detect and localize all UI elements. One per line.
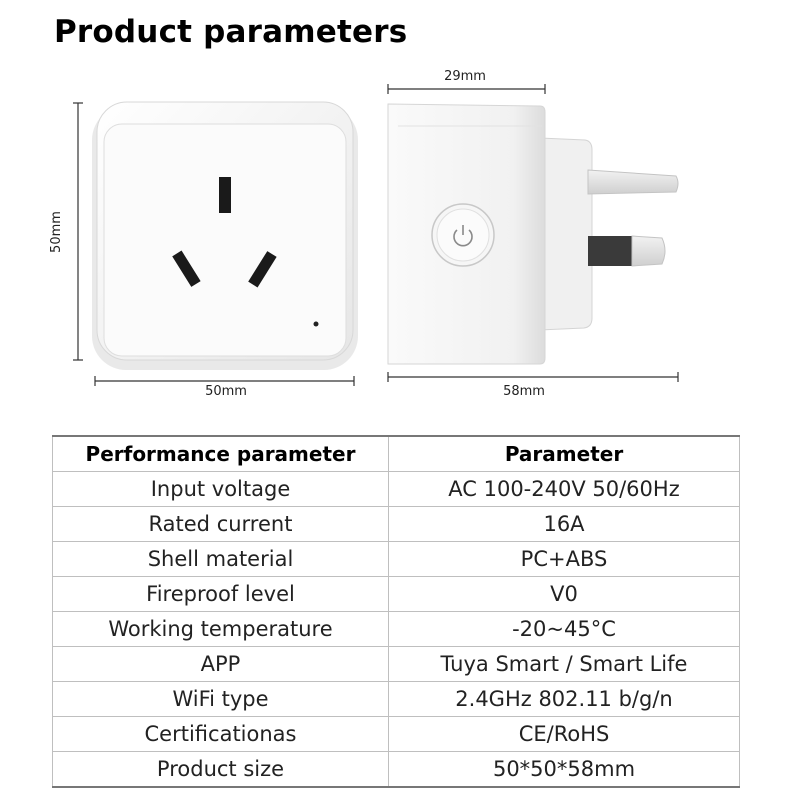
table-row bbox=[53, 577, 740, 612]
row-name: Certificationas bbox=[53, 717, 389, 752]
front-height-dimension bbox=[73, 103, 83, 360]
row-value: V0 bbox=[389, 577, 740, 612]
plug-pin-bottom-tip bbox=[632, 236, 665, 266]
side-view-plug bbox=[388, 104, 678, 364]
column-header-performance-parameter: Performance parameter bbox=[53, 436, 389, 472]
row-name: Input voltage bbox=[53, 472, 389, 507]
table-row bbox=[53, 472, 740, 507]
front-width-label: 50mm bbox=[205, 384, 247, 399]
row-value: Tuya Smart / Smart Life bbox=[389, 647, 740, 682]
table-row bbox=[53, 612, 740, 647]
row-value: 2.4GHz 802.11 b/g/n bbox=[389, 682, 740, 717]
table-row bbox=[53, 682, 740, 717]
table-row bbox=[53, 542, 740, 577]
page-title: Product parameters bbox=[54, 14, 408, 50]
side-width-label: 58mm bbox=[503, 384, 545, 399]
row-value: 50*50*58mm bbox=[389, 752, 740, 788]
indicator-led bbox=[314, 322, 319, 327]
table-row bbox=[53, 647, 740, 682]
plug-pin-top bbox=[588, 170, 678, 194]
plug-base bbox=[540, 138, 592, 330]
row-name: APP bbox=[53, 647, 389, 682]
table-row bbox=[53, 507, 740, 542]
side-width-dimension bbox=[388, 372, 678, 382]
column-header-parameter: Parameter bbox=[389, 436, 740, 472]
row-name: Working temperature bbox=[53, 612, 389, 647]
row-value: -20~45°C bbox=[389, 612, 740, 647]
front-view-socket bbox=[92, 102, 358, 370]
side-depth-label: 29mm bbox=[444, 69, 486, 84]
row-name: Product size bbox=[53, 752, 389, 788]
row-name: Rated current bbox=[53, 507, 389, 542]
socket-earth-slot bbox=[219, 177, 231, 213]
side-depth-dimension bbox=[388, 84, 545, 94]
plug-pin-bottom-insulation bbox=[588, 236, 632, 266]
row-name: WiFi type bbox=[53, 682, 389, 717]
row-value: AC 100-240V 50/60Hz bbox=[389, 472, 740, 507]
table-header-row bbox=[53, 436, 740, 472]
power-button bbox=[432, 204, 494, 266]
row-name: Shell material bbox=[53, 542, 389, 577]
row-name: Fireproof level bbox=[53, 577, 389, 612]
row-value: PC+ABS bbox=[389, 542, 740, 577]
table-row bbox=[53, 752, 740, 788]
front-height-label: 50mm bbox=[49, 211, 64, 253]
front-view-face bbox=[104, 124, 346, 356]
parameter-table bbox=[52, 435, 740, 788]
row-value: 16A bbox=[389, 507, 740, 542]
row-value: CE/RoHS bbox=[389, 717, 740, 752]
table-row bbox=[53, 717, 740, 752]
